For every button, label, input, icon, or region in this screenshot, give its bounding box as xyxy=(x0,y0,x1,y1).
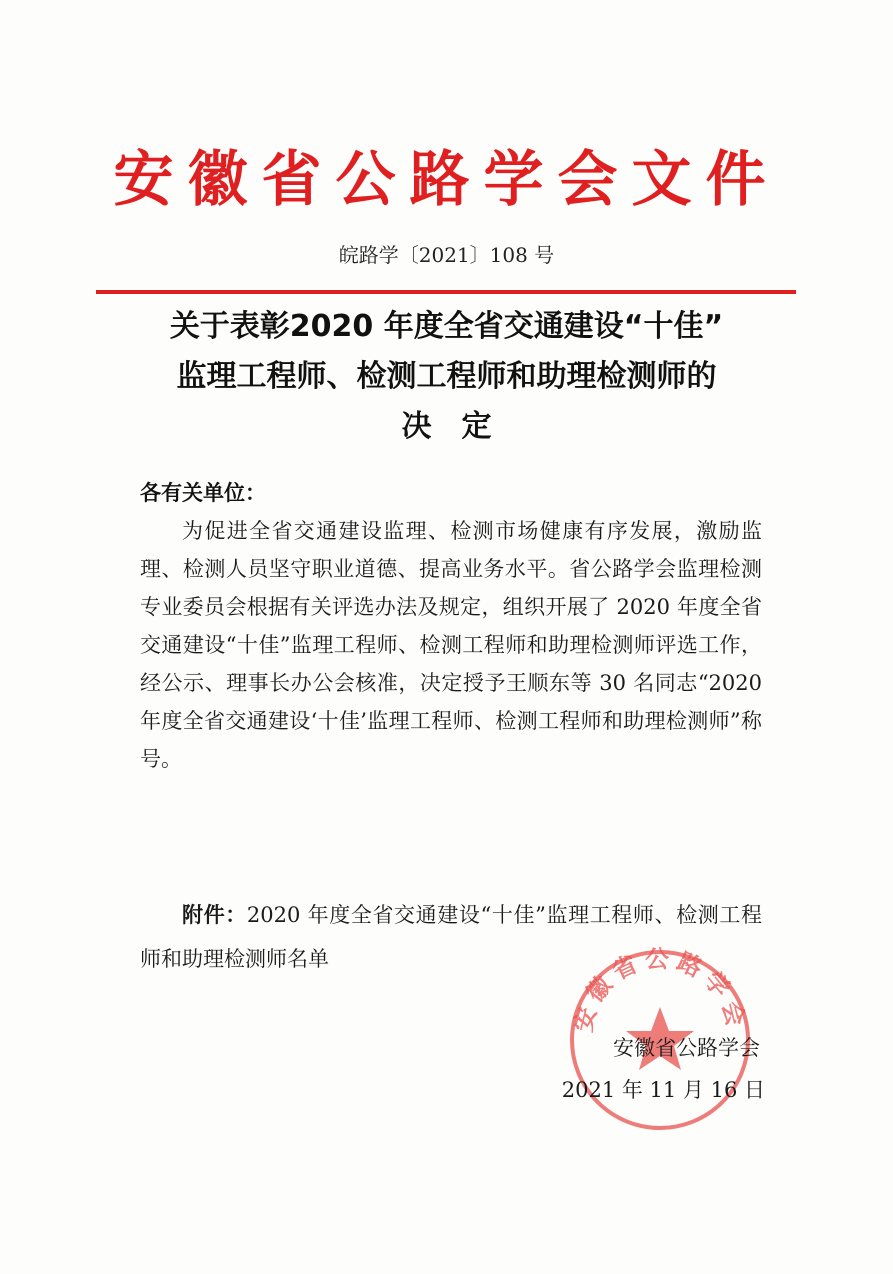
signer-organization: 安徽省公路学会 xyxy=(613,1036,760,1060)
title-line-2: 监理工程师、检测工程师和助理检测师的 xyxy=(176,359,717,394)
body-paragraph: 为促进全省交通建设监理、检测市场健康有序发展，激励监理、检测人员坚守职业道德、提高业务水平。省公路学会监理检测专业委员会根据有关评选办法及规定，组织开展了 2020 年度全省交通建设“十佳”监理工程师、检测工程师和助理检测师评选工作，经公示、理事长办公会核准，决定授予王顺东等 30 名同志“2020 年度全省交通建设‘十佳’监理工程师、检测工程师和助理检测师”称号。 xyxy=(140,519,762,771)
document-title xyxy=(0,302,893,452)
red-divider-rule xyxy=(96,290,796,294)
seal-text: 安徽省公路学会 xyxy=(569,945,751,1035)
attachment-text: 2020 年度全省交通建设“十佳”监理工程师、检测工程师和助理检测师名单 xyxy=(140,903,763,971)
salutation: 各有关单位： xyxy=(140,481,266,505)
signature-date: 2021 年 11 月 16 日 xyxy=(561,1078,765,1102)
org-header-title: 安徽省公路学会文件 xyxy=(113,145,780,215)
title-line-1: 关于表彰2020 年度全省交通建设“十佳” xyxy=(169,309,724,344)
title-line-3: 决定 xyxy=(401,409,522,444)
attachment-label: 附件： xyxy=(182,903,247,927)
document-number: 皖路学〔2021〕108 号 xyxy=(338,243,555,267)
